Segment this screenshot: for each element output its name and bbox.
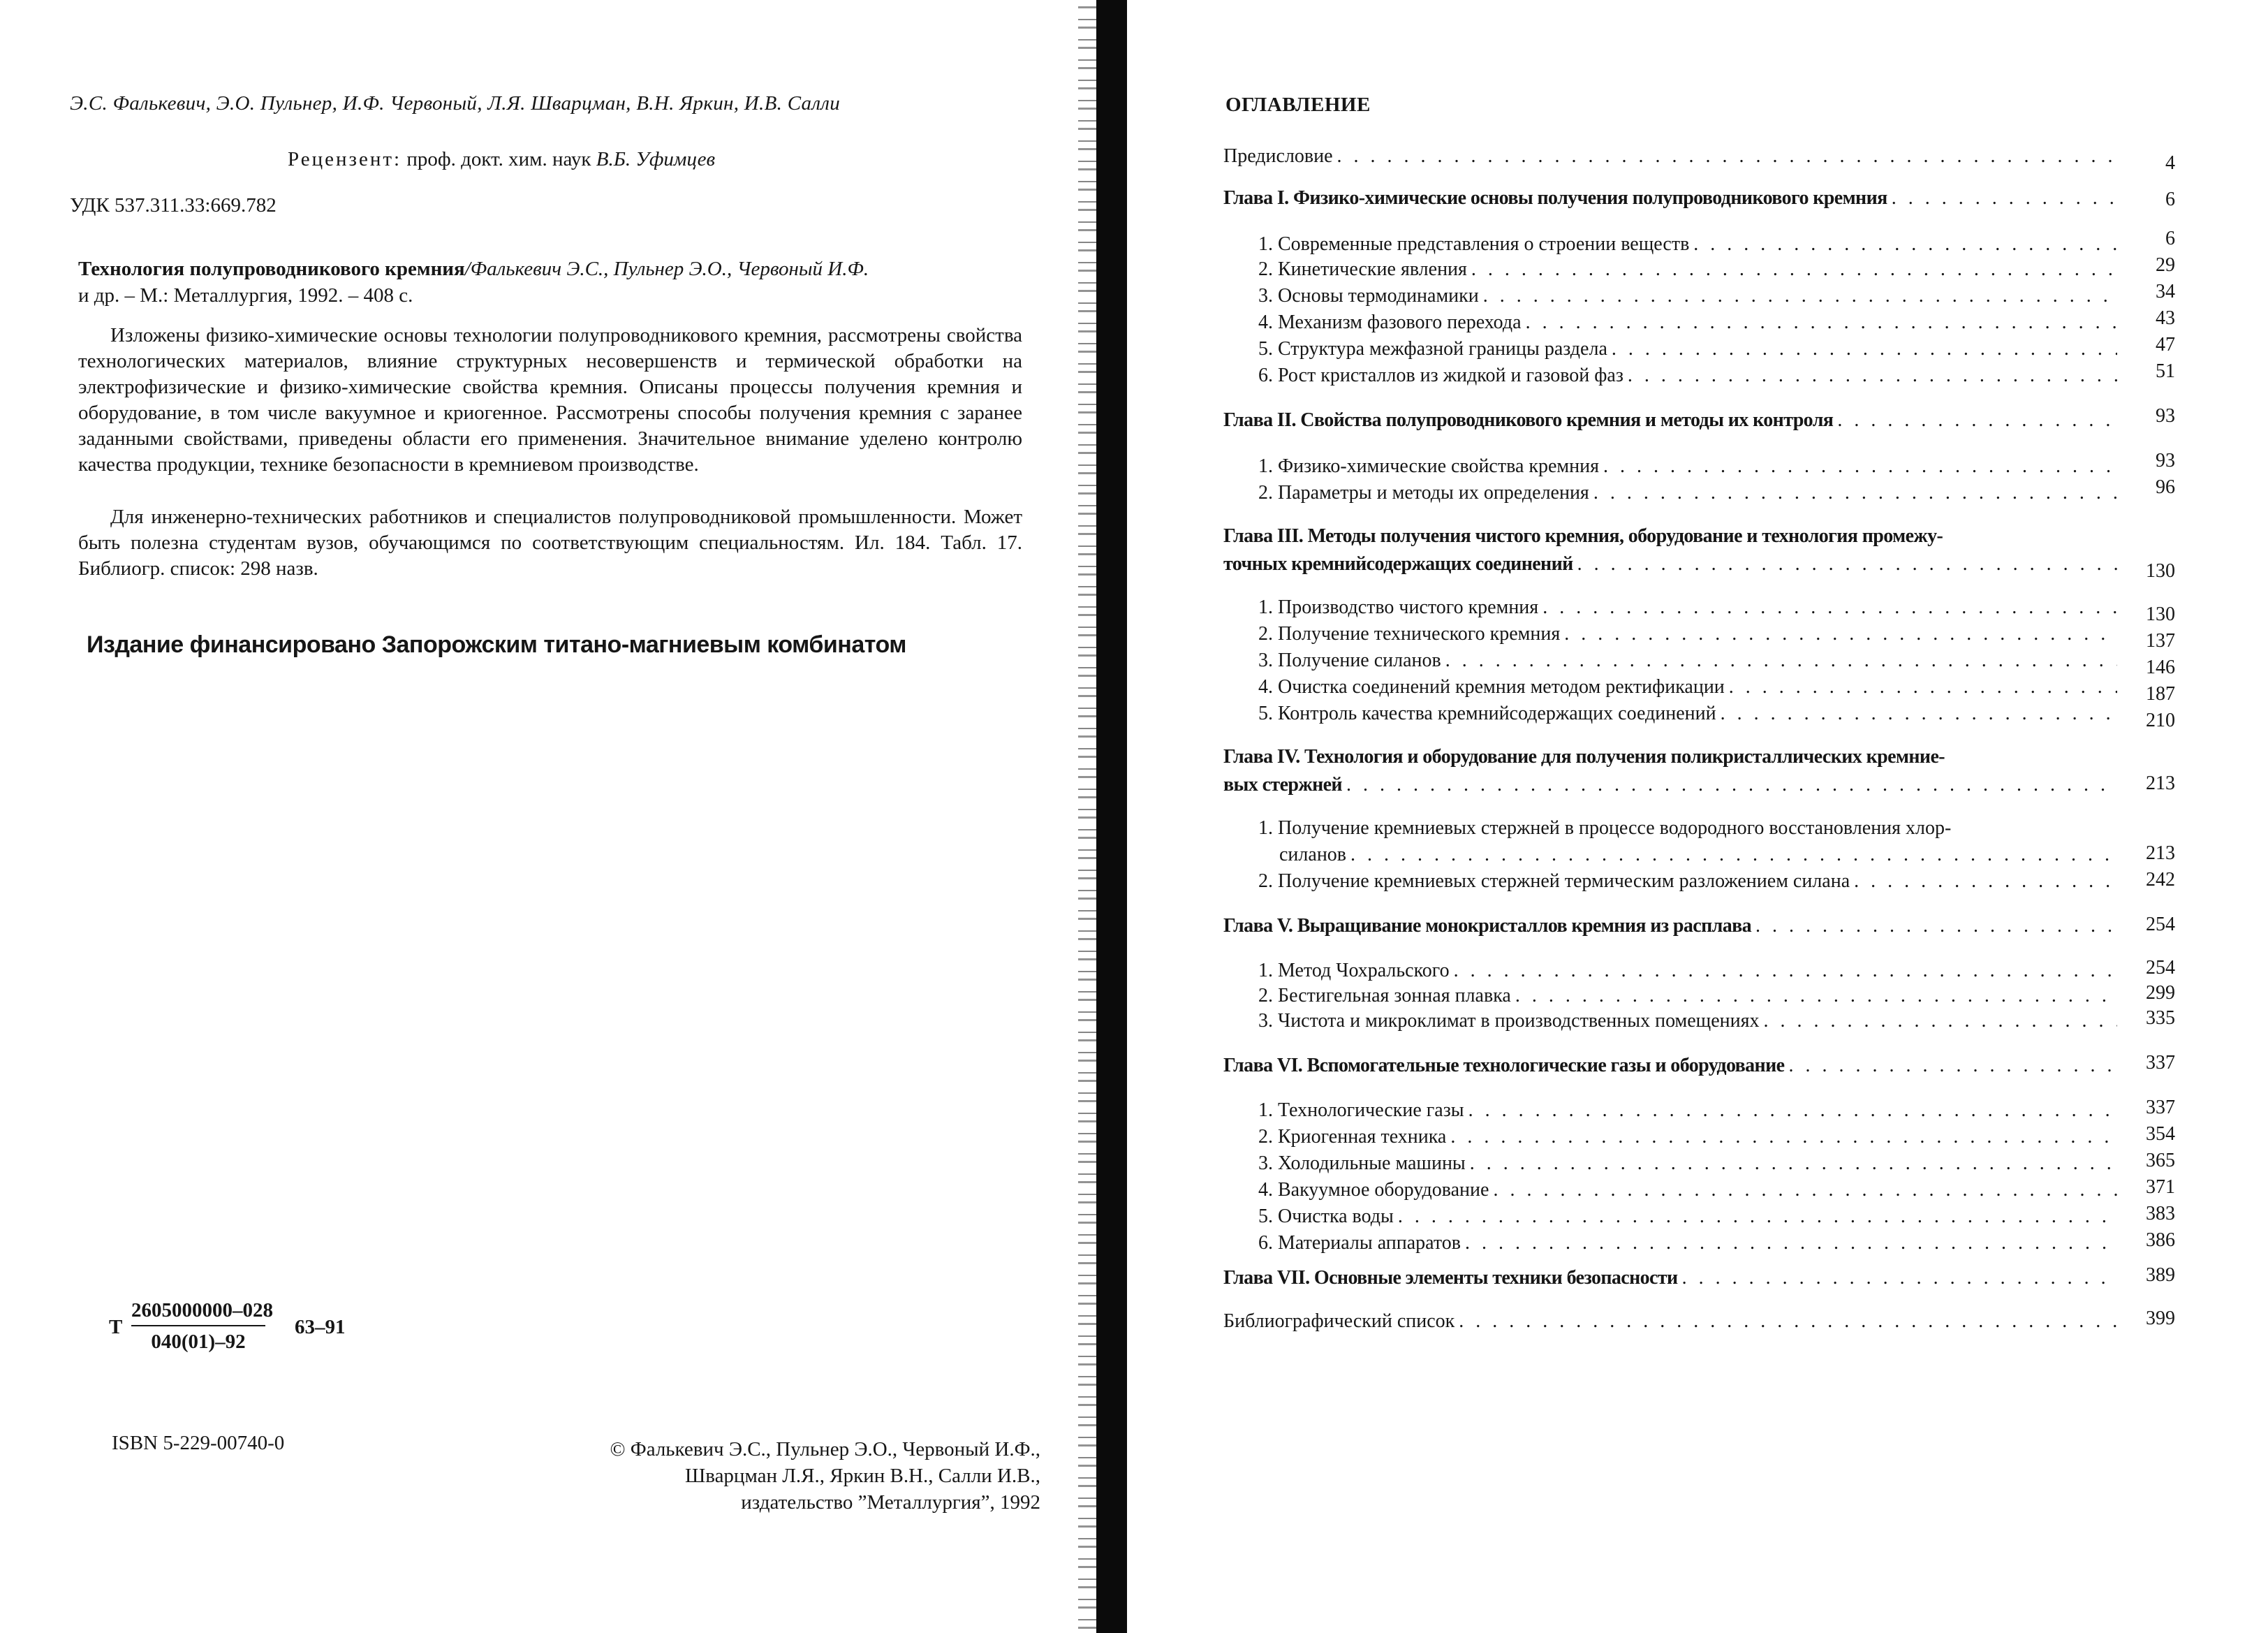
toc-chapter-3-line1[interactable]: Глава III. Методы получения чистого кремния, оборудование и технология промежу-: [1223, 525, 1943, 547]
copyright-notice: [531, 1436, 1040, 1516]
entry-page: 389: [2146, 1264, 2175, 1286]
entry-page: 299: [2146, 982, 2175, 1004]
entry-page: 146: [2146, 657, 2175, 678]
entry-page: 93: [2156, 405, 2175, 427]
leader-dots: [1721, 703, 2117, 725]
leader-dots: [1603, 455, 2117, 478]
isbn: ISBN 5-229-00740-0: [112, 1432, 285, 1454]
leader-dots: [1764, 1010, 2117, 1032]
code-fraction: [131, 1299, 273, 1354]
leader-dots: [1346, 774, 2117, 796]
entry-label: Глава VI. Вспомогательные технологические газы и оборудование: [1223, 1055, 1788, 1077]
reviewer-line: [288, 148, 715, 171]
entry-label: Глава II. Свойства полупроводникового кремния и методы их контроля: [1223, 409, 1837, 432]
entry-label: 2. Бестигельная зонная плавка: [1258, 985, 1515, 1007]
entry-page: 242: [2146, 869, 2175, 891]
entry-label: 3. Чистота и микроклимат в производственных помещениях: [1258, 1010, 1764, 1032]
entry-page: 213: [2146, 842, 2175, 864]
entry-page: 6: [2165, 189, 2175, 210]
leader-dots: [1612, 338, 2117, 360]
toc-entry[interactable]: [1258, 985, 2117, 1007]
code-tail: 63–91: [295, 1316, 346, 1338]
leader-dots: [1468, 1099, 2117, 1122]
reviewer-text: проф. докт. хим. наук: [406, 148, 591, 170]
leader-dots: [1398, 1206, 2117, 1228]
entry-label: Глава I. Физико-химические основы получения полупроводникового кремния: [1223, 187, 1892, 210]
entry-label: 2. Параметры и методы их определения: [1258, 482, 1593, 504]
copyright-line-2: Шварцман Л.Я., Яркин В.Н., Салли И.В.,: [685, 1465, 1040, 1487]
toc-entry[interactable]: [1258, 258, 2117, 281]
leader-dots: [1526, 312, 2117, 334]
leader-dots: [1593, 482, 2117, 504]
toc-entry[interactable]: [1258, 1099, 2117, 1122]
publication-info: и др. – М.: Металлургия, 1992. – 408 с.: [78, 284, 413, 307]
entry-label: 4. Механизм фазового перехода: [1258, 312, 1526, 334]
left-page: [0, 0, 1089, 1633]
toc-entry[interactable]: [1258, 1206, 2117, 1228]
toc-chapter-1[interactable]: [1223, 187, 2117, 210]
toc-entry-line1[interactable]: 1. Получение кремниевых стержней в процессе водородного восстановления хлор-: [1258, 817, 1952, 839]
toc-entry[interactable]: [1258, 650, 2117, 672]
leader-dots: [1465, 1232, 2117, 1254]
toc-chapter-4-line1[interactable]: Глава IV. Технология и оборудование для получения поликристаллических кремние-: [1223, 746, 1945, 768]
leader-dots: [1471, 258, 2117, 281]
reviewer-label: Рецензент:: [288, 148, 402, 170]
toc-entry-preface[interactable]: [1223, 145, 2117, 168]
toc-entry[interactable]: [1258, 482, 2117, 504]
entry-page: 187: [2146, 683, 2175, 705]
entry-page: 386: [2146, 1229, 2175, 1251]
right-page-contents: [1131, 0, 2268, 1633]
leader-dots: [1628, 365, 2117, 387]
toc-entry[interactable]: [1258, 455, 2117, 478]
entry-page: 254: [2146, 957, 2175, 979]
toc-entry[interactable]: [1258, 623, 2117, 645]
entry-page: 96: [2156, 476, 2175, 498]
entry-page: 337: [2146, 1097, 2175, 1118]
audience-paragraph: Для инженерно-технических работников и специалистов полупроводниковой промышленности. Может быть полезна студентам вузов, обучающимся по соответствующим специальностям. Ил. 184. Табл. 17. Библиогр. список: 298 назв.: [78, 506, 1022, 580]
toc-entry[interactable]: [1258, 365, 2117, 387]
entry-label: 3. Основы термодинамики: [1258, 285, 1483, 307]
entry-label: Библиографический список: [1223, 1310, 1459, 1333]
toc-chapter-3[interactable]: [1223, 553, 2117, 576]
leader-dots: [1542, 596, 2117, 619]
entry-label: 6. Рост кристаллов из жидкой и газовой фаз: [1258, 365, 1628, 387]
entry-page: 29: [2156, 254, 2175, 276]
toc-entry[interactable]: [1258, 703, 2117, 725]
toc-chapter-2[interactable]: [1223, 409, 2117, 432]
entry-label: силанов: [1279, 844, 1350, 866]
toc-entry[interactable]: [1258, 960, 2117, 982]
udk-code: УДК 537.311.33:669.782: [70, 194, 277, 217]
entry-page: 383: [2146, 1203, 2175, 1224]
leader-dots: [1577, 553, 2117, 576]
code-denominator: 040(01)–92: [151, 1331, 246, 1353]
entry-page: 47: [2156, 334, 2175, 356]
authors-line: Э.С. Фалькевич, Э.О. Пульнер, И.Ф. Червоный, Л.Я. Шварцман, В.Н. Яркин, И.В. Салли: [70, 92, 841, 115]
copyright-line-3: издательство ”Металлургия”, 1992: [741, 1491, 1040, 1514]
book-title: Технология полупроводникового кремния: [78, 258, 465, 280]
toc-entry[interactable]: [1279, 844, 2117, 866]
leader-dots: [1837, 409, 2117, 432]
entry-page: 399: [2146, 1308, 2175, 1329]
code-numerator: 2605000000–028: [131, 1299, 265, 1326]
leader-dots: [1515, 985, 2117, 1007]
book-gutter: [1075, 0, 1138, 1633]
entry-label: 6. Материалы аппаратов: [1258, 1232, 1465, 1254]
toc-entry[interactable]: [1258, 312, 2117, 334]
entry-page: 6: [2165, 228, 2175, 249]
entry-page: 371: [2146, 1176, 2175, 1198]
copyright-line-1: © Фалькевич Э.С., Пульнер Э.О., Червоный И.Ф.,: [610, 1438, 1040, 1460]
leader-dots: [1350, 844, 2117, 866]
leader-dots: [1755, 915, 2117, 937]
toc-entry[interactable]: [1258, 1152, 2117, 1175]
funding-notice: Издание финансировано Запорожским титано-магниевым комбинатом: [87, 631, 906, 658]
toc-entry[interactable]: [1258, 1179, 2117, 1201]
leader-dots: [1564, 623, 2117, 645]
entry-label: 1. Физико-химические свойства кремния: [1258, 455, 1603, 478]
entry-page: 335: [2146, 1007, 2175, 1029]
entry-label: 2. Получение технического кремния: [1258, 623, 1564, 645]
leader-dots: [1693, 233, 2117, 256]
entry-label: 3. Холодильные машины: [1258, 1152, 1470, 1175]
entry-label: 1. Метод Чохральского: [1258, 960, 1454, 982]
toc-chapter-7[interactable]: [1223, 1267, 2117, 1289]
entry-page: 354: [2146, 1123, 2175, 1145]
entry-page: 213: [2146, 772, 2175, 794]
entry-page: 210: [2146, 710, 2175, 731]
entry-label: вых стержней: [1223, 774, 1346, 796]
toc-entry[interactable]: [1258, 1232, 2117, 1254]
entry-page: 51: [2156, 360, 2175, 382]
leader-dots: [1493, 1179, 2117, 1201]
entry-label: точных кремнийсодержащих соединений: [1223, 553, 1577, 576]
entry-page: 43: [2156, 307, 2175, 329]
toc-entry[interactable]: [1258, 676, 2117, 698]
leader-dots: [1454, 960, 2117, 982]
toc-chapter-4[interactable]: [1223, 774, 2117, 796]
toc-entry[interactable]: [1258, 870, 2117, 893]
entry-page: 137: [2146, 630, 2175, 652]
entry-label: 1. Производство чистого кремния: [1258, 596, 1542, 619]
entry-label: 4. Очистка соединений кремния методом ректификации: [1258, 676, 1729, 698]
leader-dots: [1892, 187, 2117, 210]
entry-page: 4: [2165, 152, 2175, 174]
entry-page: 130: [2146, 560, 2175, 582]
toc-entry[interactable]: [1258, 233, 2117, 256]
leader-dots: [1854, 870, 2117, 893]
entry-page: 130: [2146, 603, 2175, 625]
leader-dots: [1445, 650, 2117, 672]
toc-entry[interactable]: [1258, 1126, 2117, 1148]
bibliographic-record: [78, 256, 1022, 309]
entry-label: 1. Технологические газы: [1258, 1099, 1468, 1122]
toc-entry[interactable]: [1258, 338, 2117, 360]
leader-dots: [1788, 1055, 2117, 1077]
toc-chapter-5[interactable]: [1223, 915, 2117, 937]
entry-label: 2. Криогенная техника: [1258, 1126, 1450, 1148]
code-letter: Т: [109, 1316, 123, 1338]
entry-page: 254: [2146, 914, 2175, 935]
entry-label: 2. Кинетические явления: [1258, 258, 1471, 281]
toc-chapter-6[interactable]: [1223, 1055, 2117, 1077]
entry-label: Глава V. Выращивание монокристаллов кремния из расплава: [1223, 915, 1755, 937]
leader-dots: [1337, 145, 2117, 168]
toc-entry[interactable]: [1258, 285, 2117, 307]
entry-page: 337: [2146, 1052, 2175, 1074]
entry-label: 4. Вакуумное оборудование: [1258, 1179, 1493, 1201]
leader-dots: [1459, 1310, 2117, 1333]
gutter-binding: [1096, 0, 1127, 1633]
reviewer-name: В.Б. Уфимцев: [596, 148, 716, 170]
leader-dots: [1729, 676, 2117, 698]
toc-entry-bibliography[interactable]: [1223, 1310, 2117, 1333]
leader-dots: [1682, 1267, 2117, 1289]
entry-page: 93: [2156, 450, 2175, 471]
entry-label: 2. Получение кремниевых стержней термическим разложением силана: [1258, 870, 1854, 893]
toc-entry[interactable]: [1258, 596, 2117, 619]
gutter-shadow: [1078, 0, 1098, 1633]
entry-label: 3. Получение силанов: [1258, 650, 1445, 672]
entry-label: Предисловие: [1223, 145, 1337, 168]
leader-dots: [1483, 285, 2117, 307]
entry-label: 1. Современные представления о строении веществ: [1258, 233, 1693, 256]
entry-page: 34: [2156, 281, 2175, 302]
entry-label: 5. Контроль качества кремнийсодержащих соединений: [1258, 703, 1721, 725]
entry-label: 5. Очистка воды: [1258, 1206, 1398, 1228]
entry-label: 5. Структура межфазной границы раздела: [1258, 338, 1612, 360]
book-authors: /Фалькевич Э.С., Пульнер Э.О., Червоный И.Ф.: [464, 258, 869, 280]
leader-dots: [1450, 1126, 2117, 1148]
leader-dots: [1470, 1152, 2117, 1175]
toc-entry[interactable]: [1258, 1010, 2117, 1032]
abstract-paragraph: Изложены физико-химические основы технологии полупроводникового кремния, рассмотрены свойства технологических материалов, влияние структурных несовершенств и термической обработки на электрофизические и физико-химические свойства кремния. Описаны процессы получения кремния и оборудование, в том числе вакуумное и криогенное. Рассмотрены способы получения кремния с заранее заданными свойствами, приведены области его применения. Значительное внимание уделено контролю качества продукции, технике безопасности в кремниевом производстве.: [78, 324, 1022, 476]
toc-title: ОГЛАВЛЕНИЕ: [1225, 94, 1371, 116]
entry-page: 365: [2146, 1150, 2175, 1171]
entry-label: Глава VII. Основные элементы техники безопасности: [1223, 1267, 1682, 1289]
